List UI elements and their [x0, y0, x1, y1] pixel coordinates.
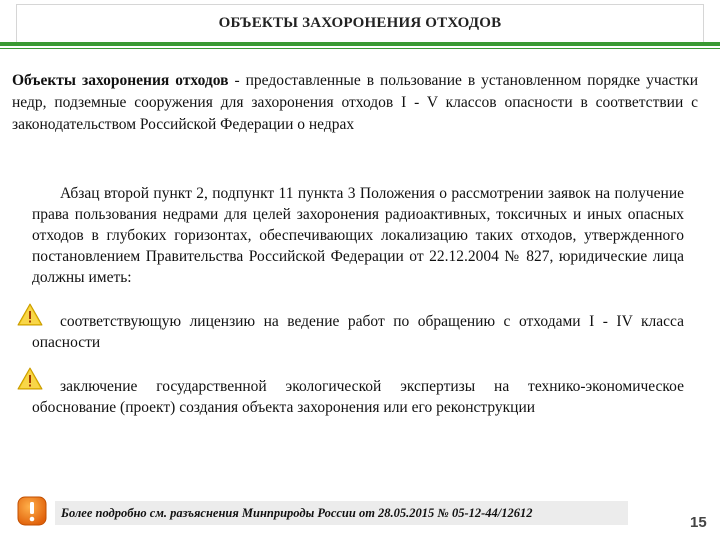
page-number: 15 [690, 514, 707, 531]
regulation-paragraph: Абзац второй пункт 2, подпункт 11 пункта 3 Положения о рассмотрении заявок на получение права пользования недрами для целей захоронения радиоактивных, токсичных и иных опасных отходов в глубоких горизонтах, обеспечивающих локализацию таких отходов, утвержденного постановлением Правительства Российской Федерации от 22.12.2004 № 827, юридические лица должны иметь: [32, 185, 684, 286]
page-title: ОБЪЕКТЫ ЗАХОРОНЕНИЯ ОТХОДОВ [218, 15, 502, 31]
requirement-item: соответствующую лицензию на ведение работ по обращению с отходами I - IV класса опасности [32, 313, 684, 351]
header-divider [0, 42, 720, 46]
title-box [16, 4, 704, 42]
footer-note-text: Более подробно см. разъяснения Минприроды России от 28.05.2015 № 05-12-44/12612 [61, 505, 533, 520]
definition-paragraph [12, 70, 698, 136]
requirement-item: заключение государственной экологической экспертизы на технико-экономическое обоснование (проект) создания объекта захоронения или его реконструкции [32, 378, 684, 416]
definition-term: Объекты захоронения отходов [12, 72, 229, 89]
header-divider-thin [0, 48, 720, 49]
definition-text: - предоставленные в пользование в установленном порядке участки недр, подземные сооружения для захоронения отходов I - V классов опасности в соответствии с законодательством Российской Федерации о недрах [12, 72, 698, 133]
alert-icon [16, 495, 48, 527]
footer-note [55, 501, 628, 525]
